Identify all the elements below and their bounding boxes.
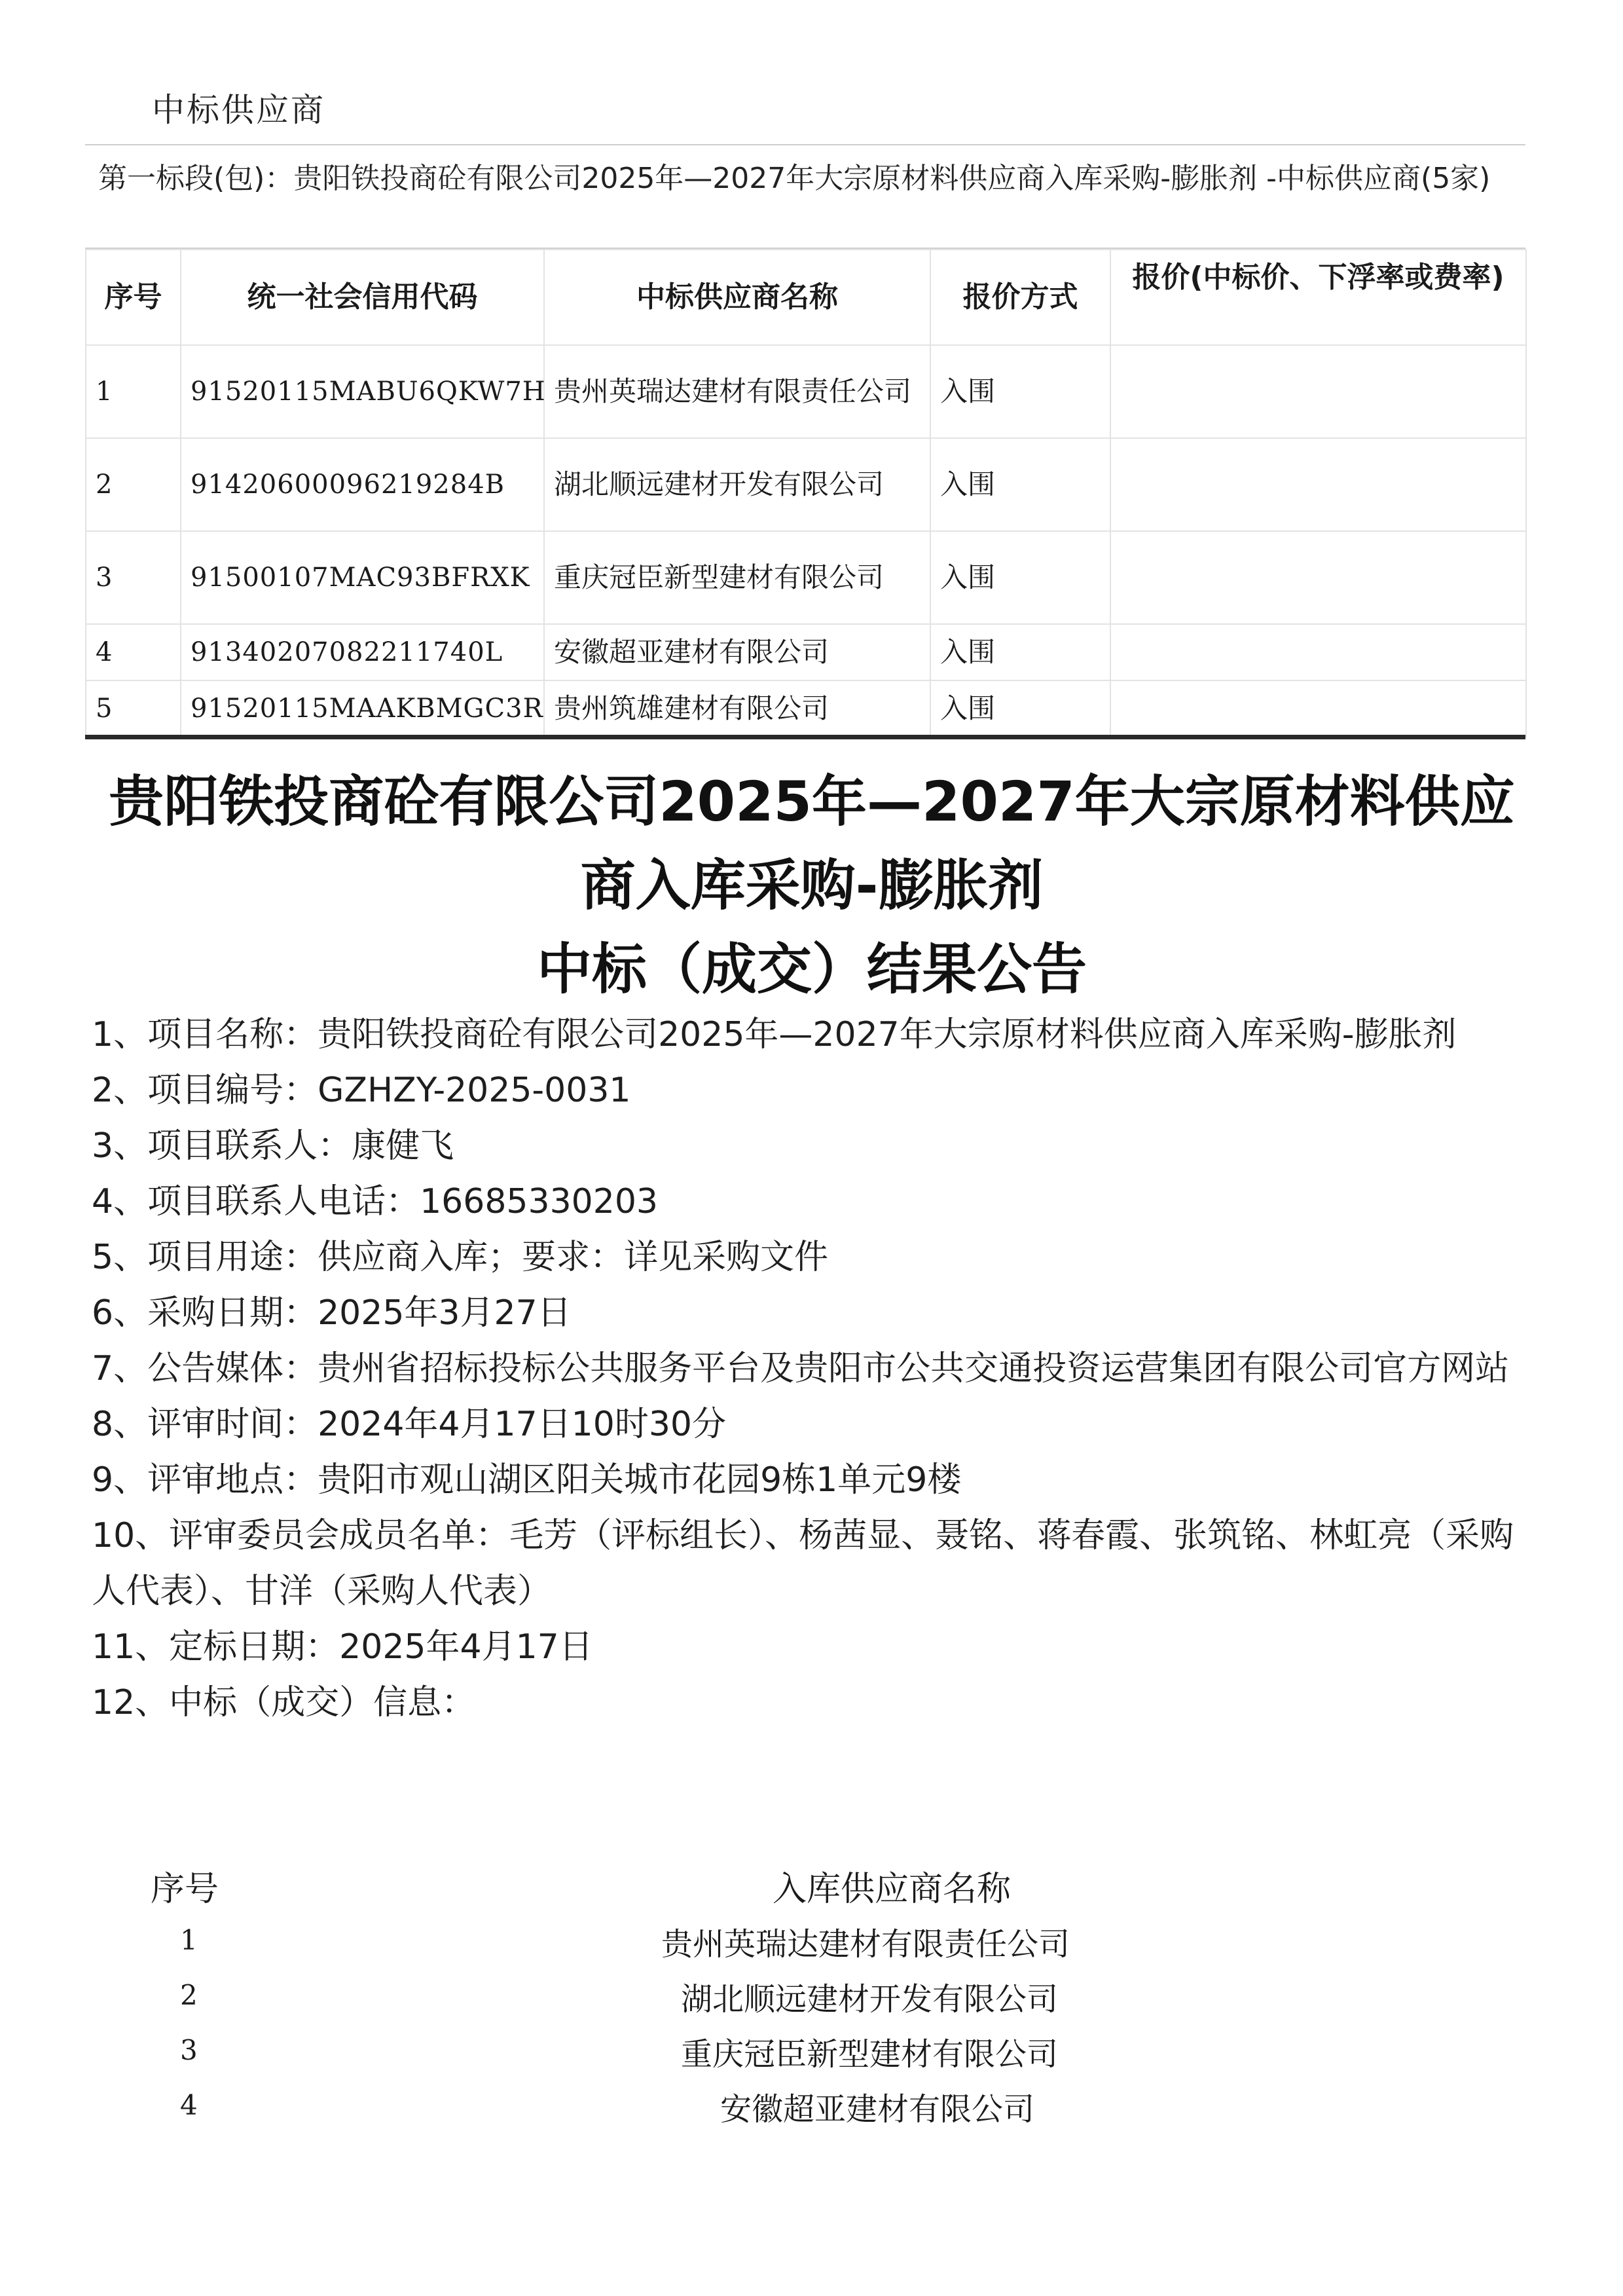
table-row: [86, 531, 1526, 624]
row-quote: 入围: [930, 680, 1110, 737]
result-name: 安徽超亚建材有限公司: [720, 2091, 1035, 2128]
table-row: [86, 680, 1526, 737]
row-code: 91500107MAC93BFRXK: [181, 531, 544, 624]
top-heading: 中标供应商: [152, 91, 325, 129]
row-no: 3: [86, 531, 181, 624]
item-committee: 10、评审委员会成员名单：毛芳（评标组长）、杨茜显、聂铭、蒋春霞、张筑铭、林虹亮（采购人代表）、甘洋（采购人代表）: [92, 1516, 1514, 1611]
row-quote: 入围: [930, 531, 1110, 624]
row-price: [1110, 531, 1526, 624]
row-name: 贵州英瑞达建材有限责任公司: [544, 345, 930, 438]
row-code: 91520115MABU6QKW7H: [181, 345, 544, 438]
result-name: 湖北顺远建材开发有限公司: [681, 1981, 1059, 2018]
row-price: [1110, 438, 1526, 531]
item-award-info: 12、中标（成交）信息：: [92, 1683, 476, 1722]
notice-items: [92, 1007, 1519, 1731]
item-contact: 3、项目联系人：康健飞: [92, 1126, 454, 1166]
col-header-name: 中标供应商名称: [544, 250, 930, 345]
row-no: 4: [86, 624, 181, 680]
notice-title-line-1: 贵阳铁投商砼有限公司2025年—2027年大宗原材料供应: [109, 769, 1515, 834]
row-price: [1110, 345, 1526, 438]
result-no: 1: [180, 1924, 198, 1956]
row-quote: 入围: [930, 624, 1110, 680]
col-header-quote-method: 报价方式: [930, 250, 1110, 345]
result-header-name: 入库供应商名称: [773, 1870, 1012, 1909]
row-quote: 入围: [930, 345, 1110, 438]
item-purpose: 5、项目用途：供应商入库；要求：详见采购文件: [92, 1238, 829, 1277]
col-header-code: 统一社会信用代码: [181, 250, 544, 345]
result-no: 2: [180, 1979, 198, 2011]
section-title: 第一标段(包)：贵阳铁投商砼有限公司2025年—2027年大宗原材料供应商入库采购-膨胀剂 -中标供应商(5家): [98, 162, 1491, 195]
row-price: [1110, 624, 1526, 680]
section-divider: [85, 735, 1525, 739]
result-no: 3: [180, 2034, 198, 2066]
row-name: 重庆冠臣新型建材有限公司: [544, 531, 930, 624]
row-name: 贵州筑雄建材有限公司: [544, 680, 930, 737]
row-no: 2: [86, 438, 181, 531]
row-name: 安徽超亚建材有限公司: [544, 624, 930, 680]
item-award-date: 11、定标日期：2025年4月17日: [92, 1627, 593, 1667]
item-purchase-date: 6、采购日期：2025年3月27日: [92, 1293, 572, 1333]
table-row: [86, 624, 1526, 680]
row-quote: 入围: [930, 438, 1110, 531]
row-price: [1110, 680, 1526, 737]
notice-title-line-2: 商入库采购-膨胀剂: [580, 853, 1044, 917]
winner-table: [85, 249, 1527, 737]
notice-title-line-3: 中标（成交）结果公告: [536, 937, 1087, 1001]
col-header-price: 报价(中标价、下浮率或费率): [1110, 250, 1526, 345]
table-row: [86, 438, 1526, 531]
notice-title: [65, 760, 1558, 1011]
result-name: 重庆冠臣新型建材有限公司: [681, 2036, 1059, 2073]
item-review-time: 8、评审时间：2024年4月17日10时30分: [92, 1405, 727, 1444]
row-no: 5: [86, 680, 181, 737]
row-code: 91420600096219284B: [181, 438, 544, 531]
row-no: 1: [86, 345, 181, 438]
item-project-number: 2、项目编号：GZHZY-2025-0031: [92, 1071, 631, 1110]
col-header-no: 序号: [86, 250, 181, 345]
row-code: 91520115MAAKBMGC3R: [181, 680, 544, 737]
table-row: [86, 345, 1526, 438]
row-code: 91340207082211740L: [181, 624, 544, 680]
table-header-row: [86, 250, 1526, 345]
item-project-name: 1、项目名称：贵阳铁投商砼有限公司2025年—2027年大宗原材料供应商入库采购-膨胀剂: [92, 1015, 1457, 1054]
item-media: 7、公告媒体：贵州省招标投标公共服务平台及贵阳市公共交通投资运营集团有限公司官方网站: [92, 1349, 1510, 1388]
item-review-location: 9、评审地点：贵阳市观山湖区阳关城市花园9栋1单元9楼: [92, 1460, 962, 1500]
result-header-no: 序号: [151, 1870, 219, 1909]
result-no: 4: [180, 2089, 198, 2121]
item-contact-phone: 4、项目联系人电话：16685330203: [92, 1182, 659, 1221]
row-name: 湖北顺远建材开发有限公司: [544, 438, 930, 531]
result-name: 贵州英瑞达建材有限责任公司: [661, 1926, 1070, 1963]
